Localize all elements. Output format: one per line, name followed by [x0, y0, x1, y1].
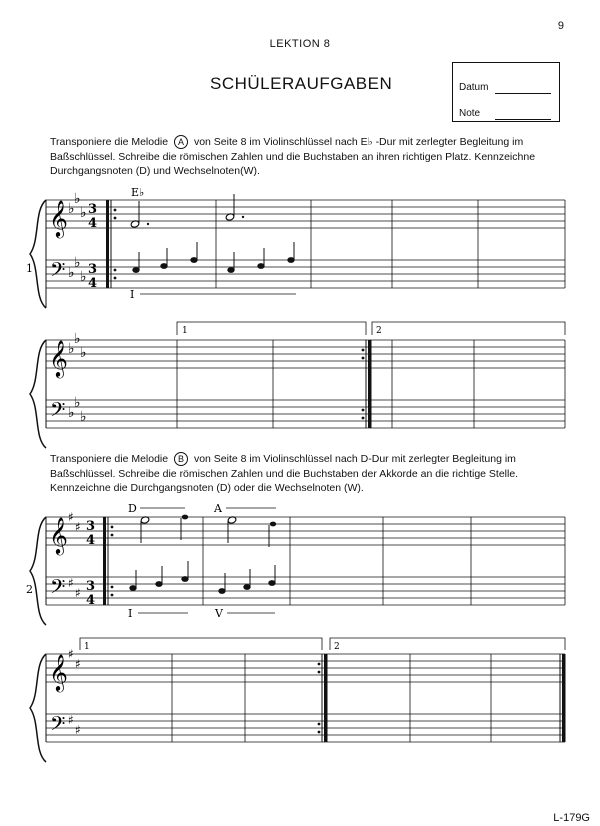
ending-1-label: 1 — [182, 326, 188, 336]
task-b-text-before: Transponiere die Melodie — [50, 453, 169, 465]
chord-symbol: A — [214, 502, 222, 515]
system-1 — [26, 186, 565, 308]
svg-text:♭: ♭ — [68, 341, 75, 357]
quarter-note — [269, 581, 275, 586]
flat-sign: ♭ — [367, 136, 373, 148]
repeat-start — [103, 517, 113, 605]
bass-clef-icon: 𝄢 — [50, 575, 66, 603]
barlines — [203, 517, 565, 605]
first-ending-bracket — [177, 322, 366, 335]
ending-1-label: 1 — [84, 642, 90, 652]
repeat-end — [318, 654, 328, 742]
time-top: 3 — [88, 202, 98, 217]
svg-text:♭: ♭ — [68, 405, 75, 421]
chord-symbol: E♭ — [131, 186, 145, 199]
quarter-note — [156, 582, 162, 587]
flat-icon: ♭ — [74, 191, 81, 207]
time-signature — [86, 519, 95, 608]
quarter-note — [130, 586, 136, 591]
ending-2-label: 2 — [376, 326, 382, 336]
system-2-continuation — [30, 638, 566, 762]
task-a-text-before: Transponiere die Melodie — [50, 136, 169, 148]
key-signature-d — [68, 647, 81, 737]
time-top: 3 — [86, 579, 96, 594]
quarter-note — [258, 264, 264, 269]
system-2-label: 2 — [26, 583, 33, 596]
svg-text:♭: ♭ — [74, 395, 81, 411]
final-barline — [560, 654, 566, 742]
bass-clef-icon: 𝄢 — [50, 398, 66, 426]
quarter-note — [270, 522, 276, 527]
task-a-text-after: -Dur mit zerlegter Begleitung im Baßschlüssel. Schreibe die römischen Zahlen und die Buchstaben an ihren richtigen Platz. Kennzeichne Durchgangsnoten (D) und Wechselnoten(W). — [50, 136, 536, 177]
time-top: 3 — [86, 519, 96, 534]
time-bottom: 4 — [88, 276, 98, 291]
bass-notes — [133, 242, 294, 272]
svg-text:♯: ♯ — [68, 647, 74, 661]
time-bottom: 4 — [86, 533, 96, 548]
chord-symbol: D — [128, 502, 137, 515]
roman-numeral: I — [130, 288, 135, 301]
system-1-continuation — [30, 322, 565, 448]
grade-label: Note — [459, 108, 481, 119]
treble-staff — [46, 200, 565, 228]
task-b-text-after: von Seite 8 im Violinschlüssel nach D-Dur mit zerlegter Begleitung im Baßschlüssel. Schreibe die römischen Zahlen und die Buchstaben der Akkorde an die richtige Stelle. Kennzeichne die Durchgangsnoten (D) oder die Wechselnoten (W). — [50, 453, 519, 494]
sharp-icon: ♯ — [75, 520, 81, 534]
quarter-note — [182, 577, 188, 582]
sharp-icon: ♯ — [68, 510, 74, 524]
quarter-note — [133, 268, 139, 273]
time-signature — [88, 202, 97, 291]
bass-staff — [46, 260, 565, 288]
bass-clef-icon: 𝄢 — [50, 258, 66, 286]
lesson-heading: LEKTION 8 — [269, 38, 331, 50]
flat-icon: ♭ — [80, 205, 87, 221]
quarter-note — [288, 258, 294, 263]
brace — [30, 654, 46, 762]
brace — [30, 200, 46, 308]
quarter-note — [182, 515, 188, 520]
treble-staff — [46, 340, 565, 368]
ending-2-label: 2 — [334, 642, 340, 652]
barlines — [216, 200, 565, 288]
key-signature-eb — [68, 191, 87, 285]
treble-staff — [46, 517, 565, 545]
bass-clef-icon: 𝄢 — [50, 712, 66, 740]
quarter-note — [191, 258, 197, 263]
treble-clef-icon: 𝄞 — [49, 516, 68, 554]
sharp-icon: ♯ — [75, 586, 81, 600]
roman-numeral: I — [128, 607, 133, 620]
time-bottom: 4 — [86, 593, 96, 608]
second-ending-bracket — [372, 322, 565, 335]
roman-numeral: V — [215, 607, 223, 620]
quarter-note — [244, 585, 250, 590]
svg-text:♯: ♯ — [75, 723, 81, 737]
page-number: 9 — [557, 20, 564, 32]
svg-text:♭: ♭ — [80, 409, 87, 425]
flat-icon: ♭ — [68, 265, 75, 281]
bass-staff — [46, 577, 565, 605]
treble-clef-icon: 𝄞 — [49, 339, 68, 377]
treble-staff — [46, 654, 565, 682]
svg-text:♭: ♭ — [80, 345, 87, 361]
footer-code: L-179G — [553, 812, 590, 824]
repeat-start — [106, 200, 116, 288]
flat-icon: ♭ — [80, 269, 87, 285]
task-a-text-mid: von Seite 8 im Violinschlüssel nach E — [193, 136, 368, 148]
brace — [30, 340, 46, 448]
melody-notes — [130, 194, 244, 228]
page-title: SCHÜLERAUFGABEN — [210, 74, 393, 93]
date-label: Datum — [459, 82, 489, 93]
brace — [30, 517, 46, 625]
barlines — [172, 654, 491, 742]
treble-clef-icon: 𝄞 — [49, 199, 68, 237]
quarter-note — [228, 268, 234, 273]
svg-text:♯: ♯ — [68, 713, 74, 727]
quarter-note — [161, 264, 167, 269]
system-2 — [26, 502, 565, 625]
bass-staff — [46, 400, 565, 428]
key-signature-eb — [68, 331, 87, 425]
marker-a: A — [174, 135, 188, 149]
repeat-end — [362, 340, 372, 428]
flat-icon: ♭ — [74, 255, 81, 271]
quarter-note — [219, 589, 225, 594]
flat-icon: ♭ — [68, 201, 75, 217]
marker-b: B — [174, 452, 188, 466]
svg-text:♭: ♭ — [74, 331, 81, 347]
time-bottom: 4 — [88, 216, 98, 231]
first-ending-bracket — [80, 638, 322, 650]
system-1-label: 1 — [26, 262, 33, 275]
key-signature-d — [68, 510, 81, 600]
treble-clef-icon: 𝄞 — [49, 653, 68, 691]
second-ending-bracket — [330, 638, 565, 650]
time-top: 3 — [88, 262, 98, 277]
sharp-icon: ♯ — [68, 576, 74, 590]
svg-text:♯: ♯ — [75, 657, 81, 671]
bass-staff — [46, 714, 565, 742]
